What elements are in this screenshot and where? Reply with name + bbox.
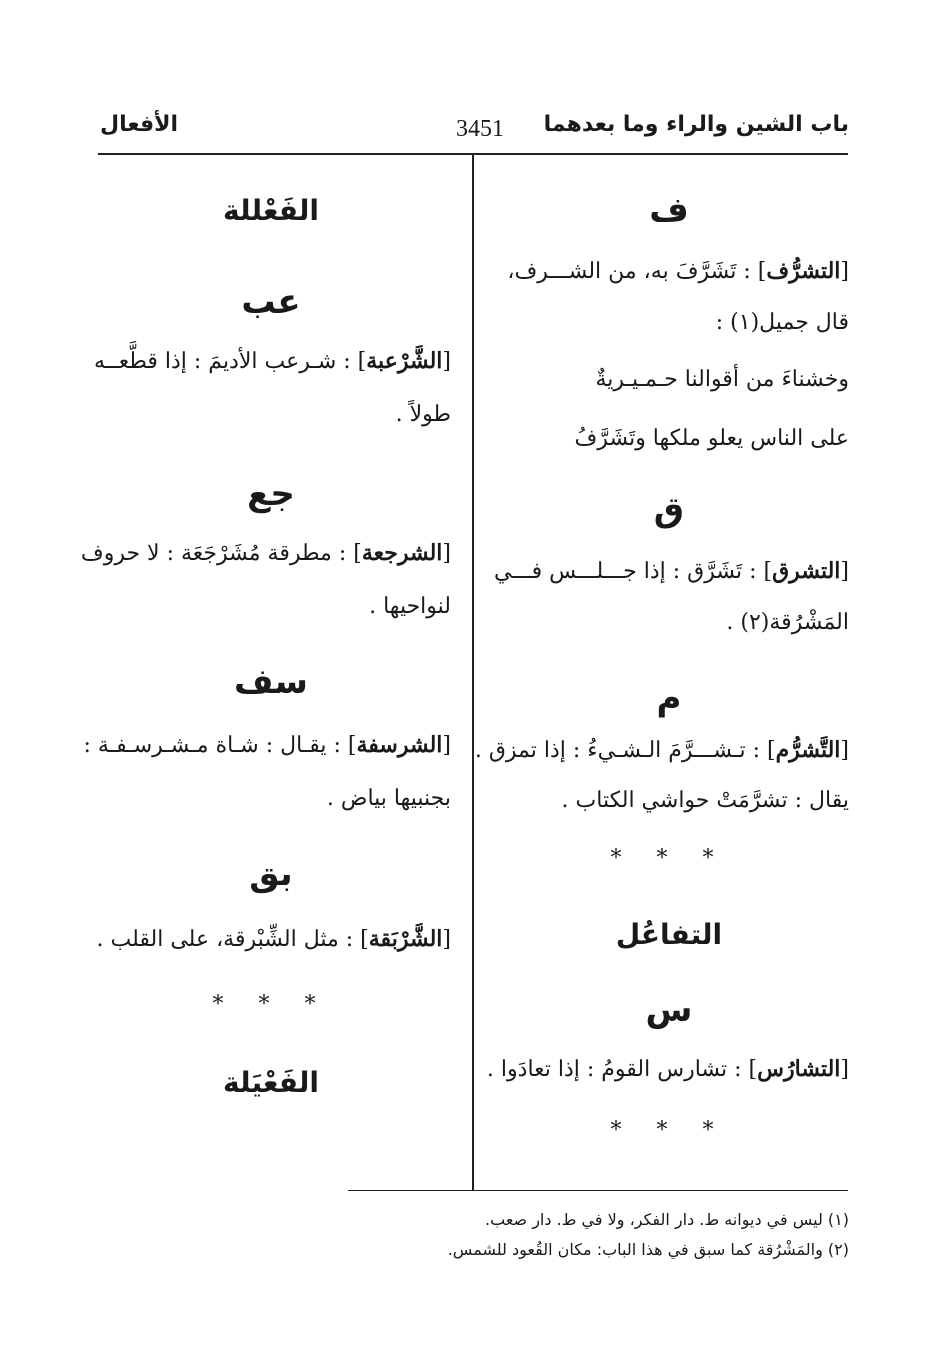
page-number: 3451 xyxy=(456,116,504,142)
entry-sharaba: [الشَّرْعبة] : شـرعب الأديمَ : إذا قطَّعــه xyxy=(94,348,451,374)
verse-line-1: وخشناءَ من أقوالنا حـمـيـريةٌ xyxy=(595,367,849,392)
footnote-2: (٢) والمَشْرُقة كما سبق في هذا الباب: مكان القُعود للشمس. xyxy=(447,1240,849,1259)
running-header-left: الأفعال xyxy=(100,112,179,137)
entry-sharsafa: [الشرسفة] : يقـال : شـاة مـشـرسـفـة : xyxy=(83,732,451,758)
entry-sharsafa-continuation: بجنبيها بياض . xyxy=(326,786,451,811)
entry-tasharus: [التشارُس] : تشارس القومُ : إذا تعادَوا . xyxy=(486,1056,849,1082)
section-heading-tafaul: التفاعُل xyxy=(615,918,723,951)
entry-tashriq: [التشرق] : تَشَرَّق : إذا جـــلـــس فـــي xyxy=(493,558,849,584)
entry-sharbaqa: [الشَّرْبَقة] : مثل الشِّبْرقة، على القلب . xyxy=(96,926,451,952)
headword: التشرق xyxy=(772,558,841,584)
footnote-1: (١) ليس في ديوانه ط. دار الفكر، ولا في ط. دار صعب. xyxy=(485,1210,849,1229)
entry-sharja: [الشرجعة] : مطرقة مُشَرْجَعَة : لا حروف xyxy=(80,540,451,566)
section-heading-fayala: الفَعْيَلة xyxy=(223,1066,319,1099)
definition: : شـرعب الأديمَ : إذا قطَّعــه xyxy=(94,349,351,374)
letter-heading-sin: س xyxy=(645,990,693,1030)
definition: : مطرقة مُشَرْجَعَة : لا حروف xyxy=(80,541,347,566)
letter-heading-fa: ف xyxy=(649,190,689,230)
headword: الشرجعة xyxy=(361,540,443,566)
poet-attribution: قال جميل(١) : xyxy=(715,310,849,335)
column-divider xyxy=(472,155,474,1190)
headword: التَّشرُّم xyxy=(775,737,841,763)
footnote-rule xyxy=(348,1190,848,1191)
letter-heading-jim-ayn: جع xyxy=(247,474,295,514)
letter-heading-ba-qaf: بق xyxy=(249,854,293,894)
headword: التشارُس xyxy=(757,1056,841,1082)
section-heading-falala: الفَعْللة xyxy=(223,194,319,227)
entry-tasharrum: [التَّشرُّم] : تـشـــرَّمَ الـشـيءُ : إذا تمزق . xyxy=(474,737,849,763)
definition: : تشارس القومُ : إذا تعادَوا . xyxy=(486,1057,742,1082)
entry-tasharruf: [التشرُّف] : تَشَرَّفَ به، من الشـــرف، xyxy=(507,258,849,284)
headword: الشَّرْبَقة xyxy=(368,926,443,952)
definition: : تَشَرَّفَ به، من الشـــرف، xyxy=(507,259,751,284)
section-separator-stars: * * * xyxy=(610,1118,728,1143)
entry-tasharrum-continuation: يقال : تشرَّمَتْ حواشي الكتاب . xyxy=(561,788,849,813)
running-header-right: باب الشين والراء وما بعدهما xyxy=(543,112,849,137)
section-separator-stars: * * * xyxy=(610,846,728,871)
verse-line-2: على الناس يعلو ملكها وتَشَرَّفُ xyxy=(574,426,849,451)
entry-sharja-continuation: لنواحيها . xyxy=(369,594,451,619)
entry-sharaba-continuation: طولاً . xyxy=(395,402,451,427)
definition: : يقـال : شـاة مـشـرسـفـة : xyxy=(83,733,341,758)
definition: : تَشَرَّق : إذا جـــلـــس فـــي xyxy=(493,559,757,584)
headword: الشرسفة xyxy=(356,732,443,758)
headword: الشَّرْعبة xyxy=(366,348,443,374)
definition: : مثل الشِّبْرقة، على القلب . xyxy=(96,927,354,952)
entry-tashriq-continuation: المَشْرُقة(٢) . xyxy=(726,610,849,635)
headword: التشرُّف xyxy=(766,258,841,284)
section-separator-stars: * * * xyxy=(212,992,330,1017)
definition: : تـشـــرَّمَ الـشـيءُ : إذا تمزق . xyxy=(474,738,760,763)
letter-heading-qaf: ق xyxy=(653,490,685,530)
letter-heading-mim: م xyxy=(656,678,682,718)
letter-heading-ayn-ba: عب xyxy=(241,282,301,322)
letter-heading-sin-fa: سف xyxy=(234,662,308,702)
